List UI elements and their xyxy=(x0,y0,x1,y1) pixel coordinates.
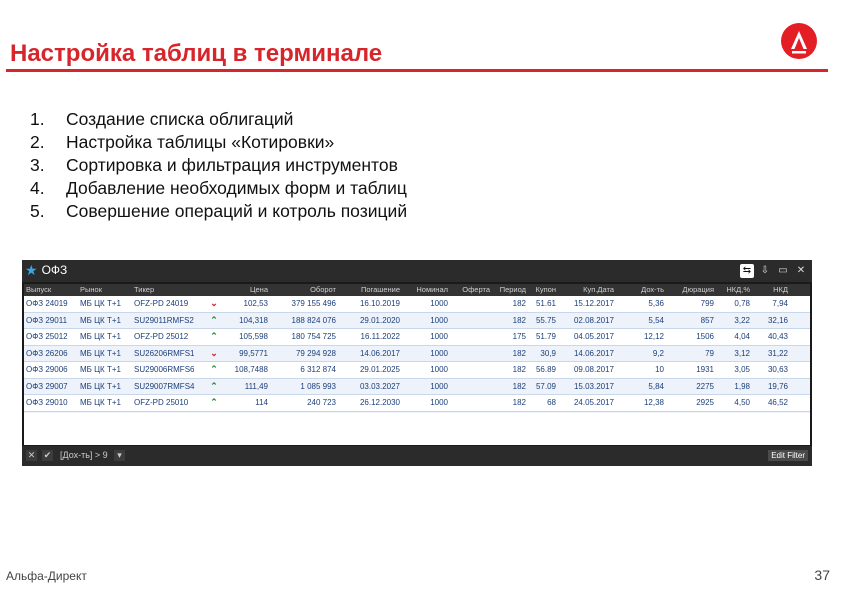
table-cell xyxy=(450,379,492,395)
table-cell: 182 xyxy=(512,365,526,374)
trend-up-icon: ⌃ xyxy=(210,314,218,325)
table-cell: 2925 xyxy=(696,398,714,407)
table-cell: OFZ-PD 25010 xyxy=(134,398,189,407)
filter-expression: [Дох-ть] > 9 xyxy=(60,450,108,460)
table-cell: 105,598 xyxy=(239,332,268,341)
table-cell: МБ ЦК Т+1 xyxy=(80,398,121,407)
table-cell: 1000 xyxy=(430,299,448,308)
trend-down-icon: ⌄ xyxy=(210,298,218,308)
table-row[interactable] xyxy=(24,362,810,379)
table-cell: МБ ЦК Т+1 xyxy=(80,299,121,308)
column-header[interactable]: Оферта xyxy=(462,285,490,294)
title-divider xyxy=(6,69,828,72)
minimize-icon[interactable]: ▭ xyxy=(778,265,788,276)
table-row[interactable] xyxy=(24,379,810,396)
slide-title: Настройка таблиц в терминале xyxy=(10,40,383,67)
table-row[interactable] xyxy=(24,296,810,313)
table-cell: 56.89 xyxy=(535,365,556,374)
column-header[interactable]: Период xyxy=(499,285,526,294)
table-cell: ОФЗ 26206 xyxy=(26,348,68,358)
table-cell: 32,16 xyxy=(767,315,788,325)
table-cell: 9,2 xyxy=(652,348,664,358)
table-row[interactable] xyxy=(24,346,810,363)
table-row[interactable] xyxy=(24,313,810,330)
table-cell: 5,54 xyxy=(648,315,664,325)
agenda-text: Совершение операций и котроль позиций xyxy=(66,201,408,221)
table-cell: ОФЗ 29011 xyxy=(26,315,68,325)
table-cell: 29.01.2025 xyxy=(359,365,400,374)
table-cell: 182 xyxy=(512,348,526,358)
column-header[interactable]: Цена xyxy=(249,285,268,294)
table-cell: ОФЗ 29010 xyxy=(26,398,68,407)
agenda-text: Создание списка облигаций xyxy=(66,109,294,129)
table-cell: 799 xyxy=(700,299,714,308)
filter-enabled-checkbox[interactable]: ✔ xyxy=(43,450,52,460)
table-cell: 114 xyxy=(255,398,268,407)
table-cell: МБ ЦК Т+1 xyxy=(80,365,121,374)
page-number: 37 xyxy=(814,567,830,583)
column-header[interactable]: НКД xyxy=(773,285,788,294)
table-cell: 79 294 928 xyxy=(295,348,336,358)
table-header-row xyxy=(24,284,810,296)
table-cell xyxy=(450,296,492,312)
table-cell: 26.12.2030 xyxy=(359,398,400,407)
table-cell: 1000 xyxy=(430,348,448,358)
table-cell: 1506 xyxy=(696,332,714,341)
download-icon[interactable]: ⇩ xyxy=(760,265,770,276)
table-cell: 31,22 xyxy=(767,348,788,358)
table-cell: 2275 xyxy=(696,381,714,391)
edit-filter-button[interactable]: Edit Filter xyxy=(768,450,808,461)
table-row[interactable] xyxy=(24,329,810,346)
table-cell xyxy=(450,395,492,411)
table-cell: 29.01.2020 xyxy=(359,315,400,325)
agenda-text: Сортировка и фильтрация инструментов xyxy=(66,155,398,175)
table-cell: 1 085 993 xyxy=(300,381,336,391)
column-header[interactable]: Дюрация xyxy=(682,285,714,294)
clear-filter-icon[interactable]: ✕ xyxy=(27,450,36,460)
column-header[interactable]: Тикер xyxy=(134,285,155,294)
table-cell: 12,38 xyxy=(643,398,664,407)
table-cell: 19,76 xyxy=(767,381,788,391)
agenda-item xyxy=(30,108,407,131)
column-header[interactable]: НКД,% xyxy=(726,285,750,294)
table-cell: 1931 xyxy=(696,365,714,374)
column-header[interactable]: Оборот xyxy=(310,285,336,294)
filter-dropdown-icon[interactable]: ▾ xyxy=(114,450,125,461)
table-cell xyxy=(450,329,492,345)
table-cell: 182 xyxy=(512,398,526,407)
agenda-text: Добавление необходимых форм и таблиц xyxy=(66,178,407,198)
column-header[interactable]: Дох-ть xyxy=(641,285,664,294)
table-cell: 108,7488 xyxy=(234,365,268,374)
table-cell: 10 xyxy=(655,365,664,374)
table-body xyxy=(24,296,810,428)
column-header[interactable]: Выпуск xyxy=(26,285,52,294)
table-cell: ОФЗ 24019 xyxy=(26,299,68,308)
table-cell: 1000 xyxy=(430,398,448,407)
agenda-number: 4. xyxy=(30,178,45,198)
table-cell: 182 xyxy=(512,381,526,391)
agenda-text: Настройка таблицы «Котировки» xyxy=(66,132,335,152)
table-cell: 12,12 xyxy=(643,332,664,341)
table-cell xyxy=(450,346,492,362)
table-cell: МБ ЦК Т+1 xyxy=(80,315,121,325)
table-cell: 14.06.2017 xyxy=(573,348,614,358)
table-row[interactable] xyxy=(24,395,810,412)
agenda-item xyxy=(30,154,407,177)
table-cell: 3,05 xyxy=(734,365,750,374)
terminal-title: ОФЗ xyxy=(41,263,68,277)
table-cell: 57.09 xyxy=(535,381,556,391)
table-cell: 02.08.2017 xyxy=(573,315,614,325)
agenda-number: 1. xyxy=(30,109,45,129)
table-cell: 79 xyxy=(705,348,714,358)
table-cell: 180 754 725 xyxy=(291,332,336,341)
column-header[interactable] xyxy=(204,284,224,296)
table-cell: ОФЗ 29007 xyxy=(26,381,68,391)
table-cell: 14.06.2017 xyxy=(359,348,400,358)
table-cell xyxy=(450,362,492,378)
trend-up-icon: ⌃ xyxy=(210,364,218,374)
table-cell: 51.61 xyxy=(535,299,556,308)
table-cell: 3,22 xyxy=(734,315,750,325)
footer-brand: Альфа-Директ xyxy=(6,569,87,583)
table-cell: 1,98 xyxy=(734,381,750,391)
table-cell: 6 312 874 xyxy=(300,365,336,374)
terminal-title-bar xyxy=(22,260,812,282)
table-cell: 7,94 xyxy=(772,299,788,308)
alfa-logo-glyph xyxy=(781,23,817,59)
table-cell: 40,43 xyxy=(767,332,788,341)
trend-up-icon: ⌃ xyxy=(210,397,218,407)
table-cell: SU29007RMFS4 xyxy=(134,381,195,391)
table-cell: 0,78 xyxy=(734,299,750,308)
table-cell: 55.75 xyxy=(535,315,556,325)
table-cell: 175 xyxy=(512,332,526,341)
table-cell: МБ ЦК Т+1 xyxy=(80,348,121,358)
table-cell: 5,36 xyxy=(648,299,664,308)
agenda-number: 3. xyxy=(30,155,45,175)
table-cell: 188 824 076 xyxy=(291,315,336,325)
table-cell: 46,52 xyxy=(767,398,788,407)
table-cell: 16.11.2022 xyxy=(360,332,400,341)
table-cell: 102,53 xyxy=(243,299,268,308)
table-cell: 04.05.2017 xyxy=(573,332,614,341)
table-cell: 30,9 xyxy=(540,348,556,358)
agenda-number: 2. xyxy=(30,132,45,152)
table-cell: 03.03.2027 xyxy=(359,381,400,391)
table-cell: 30,63 xyxy=(767,365,788,374)
terminal-filter-bar xyxy=(22,446,812,466)
column-header[interactable]: Куп.Дата xyxy=(583,285,614,294)
table-cell xyxy=(450,313,492,329)
table-cell: 09.08.2017 xyxy=(573,365,614,374)
agenda-number: 5. xyxy=(30,201,45,221)
table-cell: ОФЗ 25012 xyxy=(26,332,68,341)
table-cell: ОФЗ 29006 xyxy=(26,365,68,374)
trend-up-icon: ⌃ xyxy=(210,380,218,391)
table-cell: SU26206RMFS1 xyxy=(134,348,195,358)
table-cell: OFZ-PD 25012 xyxy=(134,332,189,341)
table-cell: 99,5771 xyxy=(239,348,268,358)
agenda-list xyxy=(30,108,407,223)
column-header[interactable]: Погашение xyxy=(361,285,400,294)
table-cell: 15.03.2017 xyxy=(573,381,614,391)
table-cell: 68 xyxy=(547,398,556,407)
table-cell: 857 xyxy=(700,315,714,325)
agenda-item xyxy=(30,177,407,200)
table-cell: 182 xyxy=(512,299,526,308)
pin-icon[interactable]: ⇆ xyxy=(740,264,754,278)
table-cell: SU29006RMFS6 xyxy=(134,365,195,374)
close-icon[interactable]: ✕ xyxy=(796,265,806,276)
table-cell: SU29011RMFS2 xyxy=(134,315,194,325)
table-cell: 3,12 xyxy=(734,348,750,358)
table-cell: 1000 xyxy=(430,332,448,341)
window-controls xyxy=(740,264,808,278)
agenda-item xyxy=(30,131,407,154)
quotes-table xyxy=(24,284,810,428)
table-cell: 5,84 xyxy=(648,381,664,391)
trend-down-icon: ⌄ xyxy=(210,347,218,358)
table-cell: 24.05.2017 xyxy=(573,398,614,407)
table-cell: 1000 xyxy=(430,365,448,374)
table-cell: 104,318 xyxy=(239,315,268,325)
table-cell: 182 xyxy=(512,315,526,325)
agenda-item xyxy=(30,200,407,223)
table-cell: 111,49 xyxy=(244,381,268,391)
table-cell: 1000 xyxy=(430,315,448,325)
column-header[interactable]: Купон xyxy=(535,285,556,294)
table-cell: 4,50 xyxy=(734,398,750,407)
table-cell: 1000 xyxy=(430,381,448,391)
table-cell: МБ ЦК Т+1 xyxy=(80,381,121,391)
table-cell: 240 723 xyxy=(307,398,336,407)
trend-up-icon: ⌃ xyxy=(210,331,218,341)
favorite-star-icon[interactable]: ★ xyxy=(25,262,38,278)
table-cell: 16.10.2019 xyxy=(359,299,400,308)
table-cell: МБ ЦК Т+1 xyxy=(80,332,121,341)
table-cell: OFZ-PD 24019 xyxy=(134,299,189,308)
column-header[interactable]: Номинал xyxy=(416,285,448,294)
alfa-logo xyxy=(781,23,817,59)
table-cell: 379 155 496 xyxy=(291,299,336,308)
table-empty-area xyxy=(24,413,810,445)
table-cell: 4,04 xyxy=(734,332,750,341)
table-cell: 15.12.2017 xyxy=(573,299,614,308)
table-cell: 51.79 xyxy=(535,332,556,341)
column-header[interactable]: Рынок xyxy=(80,285,102,294)
quotes-terminal-window xyxy=(22,260,812,466)
